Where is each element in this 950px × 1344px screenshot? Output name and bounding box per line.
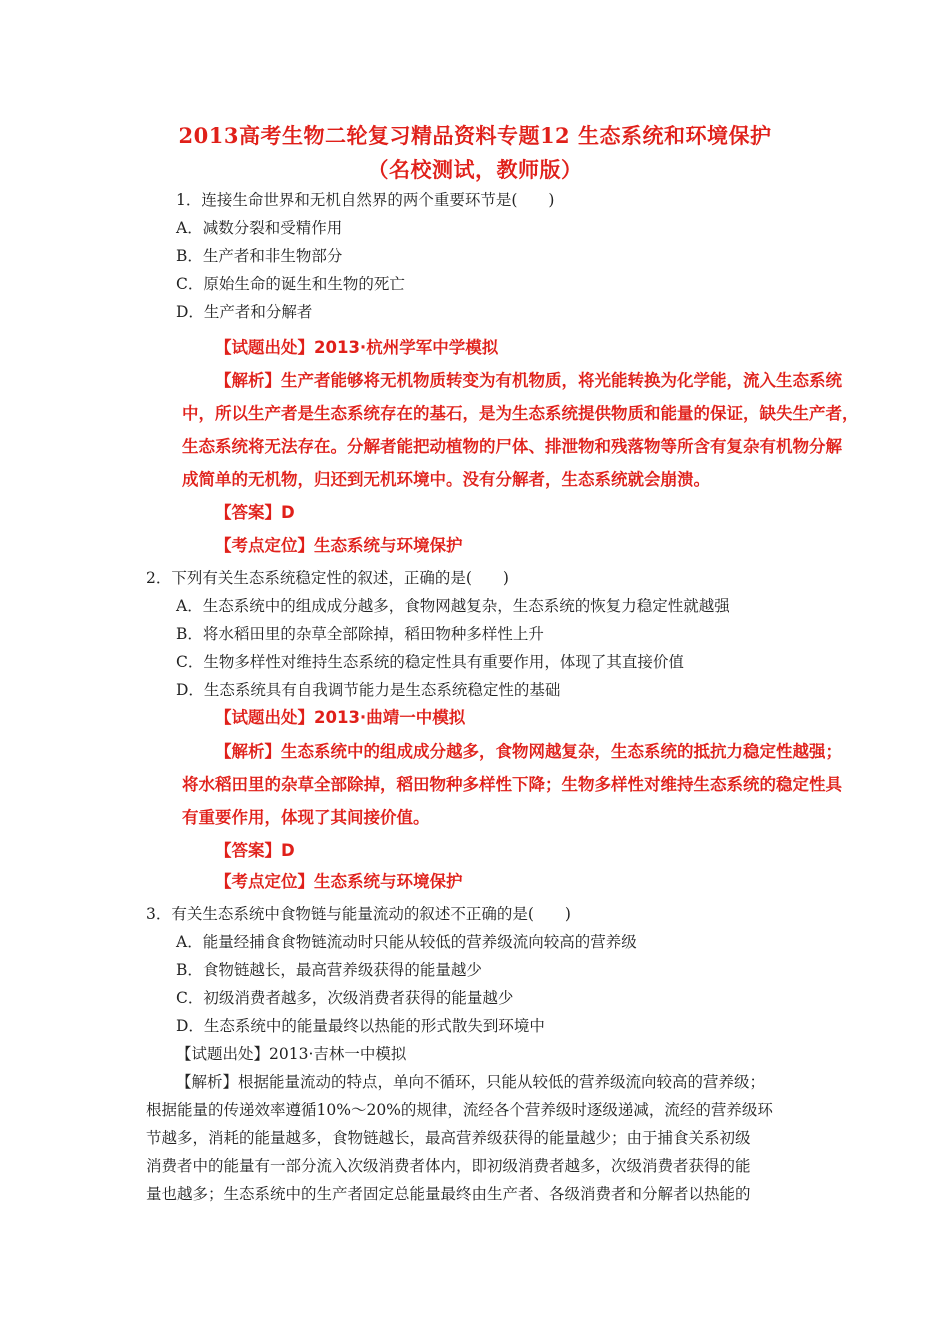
q3-analysis-line: 节越多，消耗的能量越多，食物链越长，最高营养级获得的能量越少；由于捕食关系初级 [146, 1129, 751, 1147]
q2-analysis-line: 【解析】生态系统中的组成成分越多，食物网越复杂，生态系统的抵抗力稳定性越强； [215, 742, 842, 761]
q1-option-c: C．原始生命的诞生和生物的死亡 [176, 275, 405, 293]
q2-answer: 【答案】D [215, 841, 295, 860]
q2-option-c: C．生物多样性对维持生态系统的稳定性具有重要作用，体现了其直接价值 [176, 653, 684, 671]
q2-option-a: A．生态系统中的组成成分越多，食物网越复杂，生态系统的恢复力稳定性就越强 [176, 597, 730, 615]
q1-option-d: D．生产者和分解者 [176, 303, 313, 321]
title-line-2: （名校测试，教师版） [367, 157, 583, 182]
q3-analysis-line: 量也越多；生态系统中的生产者固定总能量最终由生产者、各级消费者和分解者以热能的 [146, 1185, 751, 1203]
q2-stem: 2．下列有关生态系统稳定性的叙述，正确的是( ) [146, 569, 509, 587]
q2-point: 【考点定位】生态系统与环境保护 [215, 872, 463, 891]
q1-point: 【考点定位】生态系统与环境保护 [215, 536, 463, 555]
q1-analysis-line: 【解析】生产者能够将无机物质转变为有机物质，将光能转换为化学能，流入生态系统 [215, 371, 842, 390]
title-line-1: 2013高考生物二轮复习精品资料专题12 生态系统和环境保护 [178, 123, 772, 148]
q3-analysis-line: 消费者中的能量有一部分流入次级消费者体内，即初级消费者越多，次级消费者获得的能 [146, 1157, 751, 1175]
q1-option-a: A．减数分裂和受精作用 [176, 219, 343, 237]
q3-option-b: B．食物链越长，最高营养级获得的能量越少 [176, 961, 482, 979]
q1-stem: 1．连接生命世界和无机自然界的两个重要环节是( ) [176, 191, 555, 209]
q3-stem: 3．有关生态系统中食物链与能量流动的叙述不正确的是( ) [146, 905, 571, 923]
q3-option-a: A．能量经捕食食物链流动时只能从较低的营养级流向较高的营养级 [176, 933, 637, 951]
q1-source: 【试题出处】2013·杭州学军中学模拟 [215, 338, 499, 357]
q2-option-b: B．将水稻田里的杂草全部除掉，稻田物种多样性上升 [176, 625, 544, 643]
q1-analysis-line: 成简单的无机物，归还到无机环境中。没有分解者，生态系统就会崩溃。 [182, 470, 710, 489]
q2-option-d: D．生态系统具有自我调节能力是生态系统稳定性的基础 [176, 681, 561, 699]
q1-answer: 【答案】D [215, 503, 295, 522]
q3-option-d: D．生态系统中的能量最终以热能的形式散失到环境中 [176, 1017, 545, 1035]
q3-source: 【试题出处】2013·吉林一中模拟 [176, 1045, 407, 1063]
q1-option-b: B．生产者和非生物部分 [176, 247, 343, 265]
q3-option-c: C．初级消费者越多，次级消费者获得的能量越少 [176, 989, 514, 1007]
q1-analysis-line: 中，所以生产者是生态系统存在的基石，是为生态系统提供物质和能量的保证，缺失生产者， [182, 404, 859, 423]
q3-analysis-line: 根据能量的传递效率遵循10%～20%的规律，流经各个营养级时逐级递减，流经的营养级环 [146, 1101, 773, 1119]
q2-analysis-line: 将水稻田里的杂草全部除掉，稻田物种多样性下降；生物多样性对维持生态系统的稳定性具 [182, 775, 842, 794]
q2-analysis-line: 有重要作用，体现了其间接价值。 [182, 808, 430, 827]
q3-analysis-line: 【解析】根据能量流动的特点，单向不循环，只能从较低的营养级流向较高的营养级； [176, 1073, 766, 1091]
q2-source: 【试题出处】2013·曲靖一中模拟 [215, 708, 466, 727]
q1-analysis-line: 生态系统将无法存在。分解者能把动植物的尸体、排泄物和残落物等所含有复杂有机物分解 [182, 437, 842, 456]
